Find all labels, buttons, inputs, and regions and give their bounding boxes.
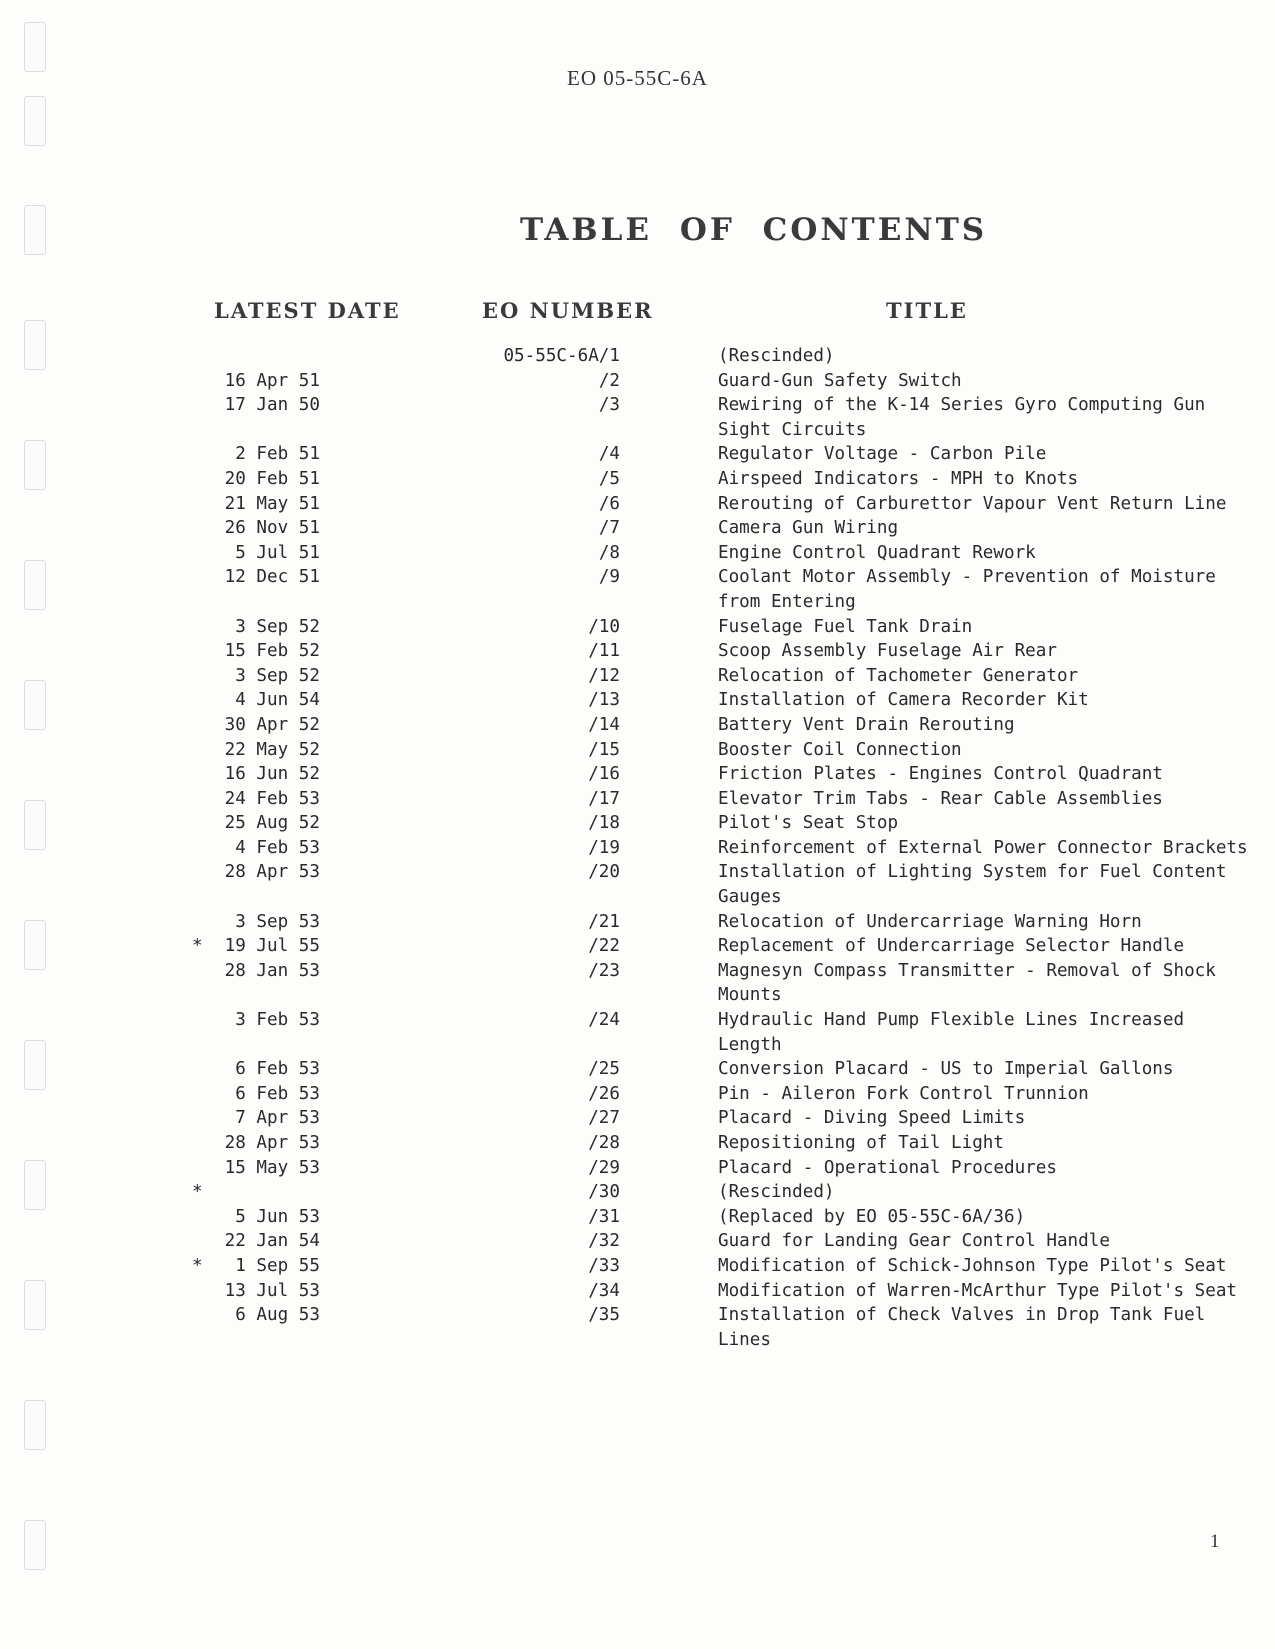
row-title: Rewiring of the K-14 Series Gyro Computing Gun Sight Circuits — [718, 395, 1206, 440]
table-row — [0, 344, 1275, 369]
table-row — [0, 1082, 1275, 1107]
table-row — [0, 688, 1275, 713]
table-row — [0, 615, 1275, 640]
row-eo-number: /10 — [588, 616, 620, 637]
table-row — [0, 516, 1275, 541]
row-latest-date: 19 Jul 55 — [224, 936, 320, 957]
table-row — [0, 1057, 1275, 1082]
row-title: Regulator Voltage - Carbon Pile — [718, 444, 1047, 465]
row-title: Battery Vent Drain Rerouting — [718, 714, 1015, 735]
row-latest-date: 16 Apr 51 — [224, 370, 320, 391]
row-eo-number: /34 — [588, 1280, 620, 1301]
row-latest-date: 3 Sep 52 — [235, 616, 320, 637]
table-row — [0, 639, 1275, 664]
row-latest-date: 28 Apr 53 — [224, 862, 320, 883]
row-eo-number: /3 — [598, 395, 620, 416]
row-latest-date: 3 Sep 53 — [235, 911, 320, 932]
row-eo-number: /2 — [598, 370, 620, 391]
row-eo-number: /13 — [588, 690, 620, 711]
row-title: Modification of Schick-Johnson Type Pilot's Seat — [718, 1255, 1227, 1276]
row-title: (Rescinded) — [718, 1182, 835, 1203]
binder-hole — [24, 205, 46, 255]
row-eo-number: /30 — [588, 1182, 620, 1203]
row-title: Fuselage Fuel Tank Drain — [718, 616, 973, 637]
table-row — [0, 860, 1275, 909]
row-latest-date: 12 Dec 51 — [224, 567, 320, 588]
contents-table — [0, 344, 1275, 1352]
row-latest-date: 28 Apr 53 — [224, 1133, 320, 1153]
row-title: Hydraulic Hand Pump Flexible Lines Increased Length — [718, 1010, 1185, 1055]
row-latest-date: 5 Jun 53 — [235, 1206, 320, 1227]
binder-hole — [24, 22, 46, 72]
column-header-latest-date: LATEST DATE — [214, 298, 401, 323]
row-eo-number: /32 — [588, 1231, 620, 1252]
row-latest-date: 6 Feb 53 — [235, 1059, 320, 1080]
row-latest-date: 15 Feb 52 — [224, 641, 320, 662]
row-title: Installation of Check Valves in Drop Tank Fuel Lines — [718, 1305, 1206, 1350]
row-title: Guard-Gun Safety Switch — [718, 370, 962, 391]
row-latest-date: 15 May 53 — [224, 1157, 320, 1178]
document-id: EO 05-55C-6A — [567, 66, 708, 90]
row-eo-number: /33 — [588, 1255, 620, 1276]
table-row — [0, 492, 1275, 517]
table-row — [0, 1279, 1275, 1304]
row-eo-number: /35 — [588, 1305, 620, 1326]
table-row — [0, 664, 1275, 689]
row-eo-number: /21 — [588, 911, 620, 932]
table-row — [0, 762, 1275, 787]
page-number: 1 — [1210, 1531, 1220, 1552]
row-title: Pilot's Seat Stop — [718, 813, 899, 834]
table-row — [0, 836, 1275, 861]
row-eo-number: /16 — [588, 764, 620, 785]
row-eo-number: 05-55C-6A/1 — [503, 346, 620, 366]
row-eo-number: /19 — [588, 837, 620, 858]
row-title: Rerouting of Carburettor Vapour Vent Return Line — [718, 493, 1227, 514]
row-latest-date: 7 Apr 53 — [235, 1108, 320, 1129]
row-title: Conversion Placard - US to Imperial Gallons — [718, 1059, 1174, 1080]
page-title: TABLE OF CONTENTS — [520, 212, 988, 248]
row-title: Guard for Landing Gear Control Handle — [718, 1231, 1110, 1252]
row-title: Elevator Trim Tabs - Rear Cable Assemblies — [718, 788, 1163, 809]
row-eo-number: /23 — [588, 960, 620, 981]
row-eo-number: /5 — [598, 468, 620, 489]
table-row — [0, 1303, 1275, 1352]
table-row — [0, 959, 1275, 1008]
row-title: Relocation of Undercarriage Warning Horn — [718, 911, 1142, 932]
row-eo-number: /12 — [588, 665, 620, 686]
row-title: Replacement of Undercarriage Selector Handle — [718, 936, 1185, 957]
row-latest-date: 22 Jan 54 — [224, 1231, 320, 1252]
row-eo-number: /14 — [588, 714, 620, 735]
row-eo-number: /29 — [588, 1157, 620, 1178]
table-row — [0, 1229, 1275, 1254]
row-title: Installation of Lighting System for Fuel Content Gauges — [718, 862, 1227, 908]
table-row — [0, 1008, 1275, 1057]
table-row — [0, 713, 1275, 738]
row-latest-date: 21 May 51 — [224, 493, 320, 514]
row-title: Camera Gun Wiring — [718, 518, 899, 539]
column-header-eo-number: EO NUMBER — [482, 298, 654, 323]
table-row — [0, 565, 1275, 614]
row-latest-date: 4 Jun 54 — [235, 690, 320, 711]
row-eo-number: /18 — [588, 813, 620, 834]
row-title: Placard - Operational Procedures — [718, 1157, 1057, 1178]
row-latest-date: 3 Feb 53 — [235, 1010, 320, 1031]
table-row — [0, 738, 1275, 763]
row-title: Modification of Warren-McArthur Type Pilot's Seat — [718, 1280, 1238, 1301]
table-row — [0, 1205, 1275, 1230]
revision-mark: * — [192, 936, 203, 957]
row-latest-date: 4 Feb 53 — [235, 837, 320, 858]
binder-hole — [24, 1400, 46, 1450]
row-eo-number: /22 — [588, 936, 620, 957]
table-row — [0, 1131, 1275, 1156]
table-row — [0, 787, 1275, 812]
table-row — [0, 442, 1275, 467]
row-eo-number: /27 — [588, 1108, 620, 1129]
row-eo-number: /20 — [588, 862, 620, 883]
row-eo-number: /8 — [598, 542, 620, 563]
row-latest-date: 13 Jul 53 — [224, 1280, 320, 1301]
row-title: Relocation of Tachometer Generator — [718, 665, 1079, 686]
table-row — [0, 1254, 1275, 1279]
row-eo-number: /28 — [588, 1133, 620, 1153]
row-latest-date: 26 Nov 51 — [224, 518, 320, 539]
binder-hole — [24, 1520, 46, 1570]
table-row — [0, 1106, 1275, 1131]
row-latest-date: 30 Apr 52 — [224, 714, 320, 735]
row-title: Repositioning of Tail Light — [718, 1133, 1004, 1153]
row-title: Coolant Motor Assembly - Prevention of Moisture from Entering — [718, 567, 1216, 612]
row-latest-date: 24 Feb 53 — [224, 788, 320, 809]
table-row — [0, 1156, 1275, 1181]
row-title: Friction Plates - Engines Control Quadrant — [718, 764, 1163, 785]
row-latest-date: 1 Sep 55 — [235, 1255, 320, 1276]
row-latest-date: 20 Feb 51 — [224, 468, 320, 489]
row-eo-number: /25 — [588, 1059, 620, 1080]
row-eo-number: /11 — [588, 641, 620, 662]
revision-mark: * — [192, 1255, 203, 1276]
table-row — [0, 811, 1275, 836]
table-row — [0, 541, 1275, 566]
row-eo-number: /31 — [588, 1206, 620, 1227]
row-eo-number: /15 — [588, 739, 620, 760]
row-latest-date: 16 Jun 52 — [224, 764, 320, 785]
table-row — [0, 934, 1275, 959]
table-row — [0, 369, 1275, 394]
row-eo-number: /26 — [588, 1083, 620, 1104]
row-title: Booster Coil Connection — [718, 739, 962, 760]
table-row — [0, 910, 1275, 935]
row-title: Reinforcement of External Power Connector Brackets — [718, 837, 1248, 858]
row-title: Placard - Diving Speed Limits — [718, 1108, 1026, 1129]
row-eo-number: /17 — [588, 788, 620, 809]
row-latest-date: 6 Feb 53 — [235, 1083, 320, 1104]
row-title: Scoop Assembly Fuselage Air Rear — [718, 641, 1057, 662]
row-latest-date: 3 Sep 52 — [235, 665, 320, 686]
row-title: Engine Control Quadrant Rework — [718, 542, 1036, 563]
row-title: (Rescinded) — [718, 346, 835, 366]
column-header-title: TITLE — [886, 298, 968, 323]
row-latest-date: 5 Jul 51 — [235, 542, 320, 563]
table-row — [0, 393, 1275, 442]
row-title: Pin - Aileron Fork Control Trunnion — [718, 1083, 1089, 1104]
row-latest-date: 2 Feb 51 — [235, 444, 320, 465]
row-title: Installation of Camera Recorder Kit — [718, 690, 1089, 711]
row-eo-number: /6 — [598, 493, 620, 514]
row-latest-date: 17 Jan 50 — [224, 395, 320, 416]
row-latest-date: 22 May 52 — [224, 739, 320, 760]
table-row — [0, 467, 1275, 492]
row-eo-number: /24 — [588, 1010, 620, 1031]
row-title: Magnesyn Compass Transmitter - Removal of Shock Mounts — [718, 960, 1216, 1006]
row-eo-number: /7 — [598, 518, 620, 539]
row-eo-number: /4 — [598, 444, 620, 465]
table-row — [0, 1180, 1275, 1205]
row-title: (Replaced by EO 05-55C-6A/36) — [718, 1206, 1026, 1227]
row-latest-date: 28 Jan 53 — [224, 960, 320, 981]
row-title: Airspeed Indicators - MPH to Knots — [718, 468, 1079, 489]
binder-hole — [24, 96, 46, 146]
row-latest-date: 25 Aug 52 — [224, 813, 320, 834]
row-eo-number: /9 — [598, 567, 620, 588]
revision-mark: * — [192, 1182, 203, 1203]
row-latest-date: 6 Aug 53 — [235, 1305, 320, 1326]
